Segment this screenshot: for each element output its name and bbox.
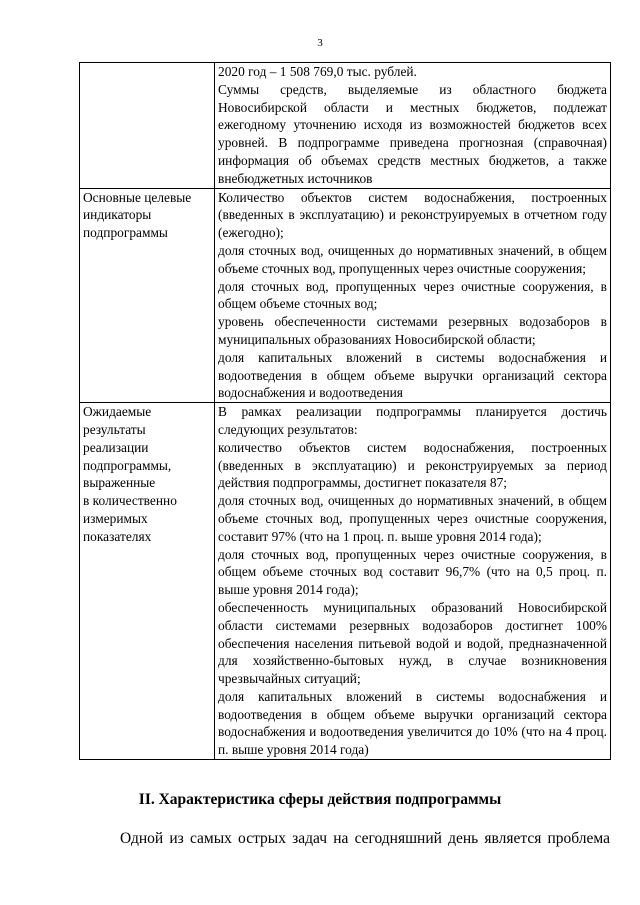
result-item: доля капитальных вложений в системы водоснабжения и водоотведения в общем объеме выручки организаций сектора водоснабжения и водоотведения увеличится до 10% (что на 4 проц. п. выше уровня 2014 года) xyxy=(218,688,607,758)
expected-results-cell xyxy=(215,403,611,760)
label-line: показателях xyxy=(83,528,152,544)
label-line: подпрограммы, xyxy=(83,457,172,473)
indicator-item: уровень обеспеченности системами резервных водозаборов в муниципальных образованиях Новосибирской области; xyxy=(218,314,607,347)
indicator-item: доля сточных вод, пропущенных через очистные сооружения, в общем объеме сточных вод; xyxy=(218,278,607,312)
section-heading: II. Характеристика сферы действия подпрограммы xyxy=(138,791,502,808)
page-number: 3 xyxy=(317,37,323,49)
label-line: Ожидаемые xyxy=(83,404,152,420)
table-row xyxy=(80,63,611,189)
label-line: выраженные xyxy=(83,475,156,491)
table-row xyxy=(80,188,611,403)
result-item: количество объектов систем водоснабжения, построенных (введенных в эксплуатацию) и реконструируемых за период действия подпрограммы, достигнет показателя 87; xyxy=(218,439,607,491)
body-paragraph-start: Одной из самых острых задач на сегодняшний день является проблема xyxy=(120,830,610,847)
row-label-expected-results xyxy=(80,403,215,760)
subprogram-passport-table xyxy=(79,62,611,760)
table-row xyxy=(80,403,611,760)
indicator-item: доля сточных вод, очищенных до нормативных значений, в общем объеме сточных вод, пропущенных через очистные сооружения; xyxy=(218,242,607,276)
label-line: в количественно xyxy=(83,493,177,509)
indicator-item: Количество объектов систем водоснабжения, построенных (введенных в эксплуатацию) и реконструируемых в отчетном году (ежегодно); xyxy=(218,189,607,241)
result-item: обеспеченность муниципальных образований Новосибирской области системами резервных водозаборов достигнет 100% обеспечения населения питьевой водой и водой, предназначенной для хозяйственно-бытовых нужд, в случае возникновения чрезвычайных ситуаций; xyxy=(218,599,607,687)
label-line: измеримых xyxy=(83,510,148,526)
indicator-item: доля капитальных вложений в системы водоснабжения и водоотведения в общем объеме выручки организаций сектора водоснабжения и водоотведения xyxy=(218,349,607,401)
result-item: В рамках реализации подпрограммы планируется достичь следующих результатов: xyxy=(218,404,607,437)
row-label-target-indicators: Основные целевые индикаторы подпрограммы xyxy=(80,188,215,403)
funding-note-text: Суммы средств, выделяемые из областного бюджета Новосибирской области и местных бюджетов, подлежат ежегодному уточнению исходя из возможностей бюджетов всех уровней. В подпрограмме приведена прогнозная (справочная) информация об объемах средств местных бюджетов, а также внебюджетных источников xyxy=(218,81,607,186)
row-label-empty xyxy=(80,63,215,189)
label-line: результаты xyxy=(83,421,146,437)
result-item: доля сточных вод, пропущенных через очистные сооружения, в общем объеме сточных вод составит 96,7% (что на 0,5 проц. п. выше уровня 2014 года); xyxy=(218,546,607,598)
funding-2020-text: 2020 год – 1 508 769,0 тыс. рублей. xyxy=(218,64,417,79)
result-item: доля сточных вод, очищенных до нормативных значений, в общем объеме сточных вод, пропущенных через очистные сооружения, составит 97% (что на 1 проц. п. выше уровня 2014 года); xyxy=(218,493,607,544)
funding-notes-cell xyxy=(215,63,611,189)
target-indicators-cell xyxy=(215,188,611,403)
label-line: реализации xyxy=(83,439,149,455)
